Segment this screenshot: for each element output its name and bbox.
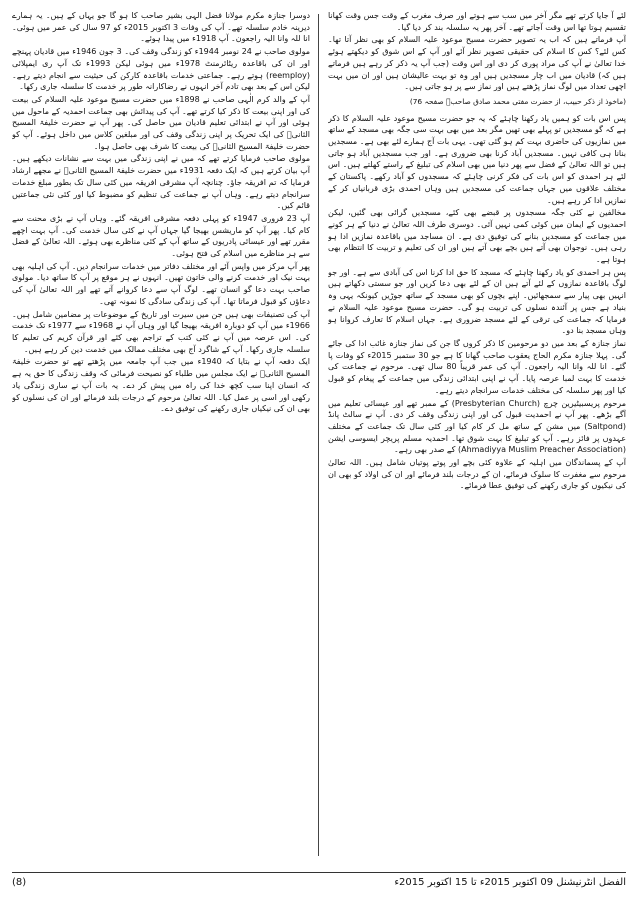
right-column xyxy=(328,10,626,862)
footer-publication-date: الفضل انٹرنیشنل 09 اکتوبر 2015ء تا 15 اکتوبر 2015ء xyxy=(394,877,626,888)
newspaper-page xyxy=(12,10,626,862)
paragraph: نماز جنازہ کے بعد میں دو مرحومین کا ذکر کروں گا جن کی نماز جنازہ غائب ادا کی جائے گی۔ پہلا جنازہ مکرم الحاج یعقوب صاحب گھانا کا ہے جو 30 ستمبر 2015ء کو وفات پا گئے۔ انا للہ وانا الیہ راجعون۔ آپ کی عمر قریباً 80 سال تھی۔ مرحوم نے جماعت کی خدمت کا بہت لمبا عرصہ پایا۔ آپ نے اپنی ابتدائی زندگی میں جماعت کے پیغام کو قبول کیا اور پھر سلسلہ کی مختلف خدمات سرانجام دیتے رہے۔ xyxy=(328,338,626,395)
paragraph: مخالفین نے کئی جگہ مسجدوں پر قبضے بھی کئے، مسجدیں گرائی بھی گئیں، لیکن احمدیوں کے ایمان میں کوئی کمی نہیں آئی۔ دوسری طرف اللہ تعالیٰ نے دنیا کے ہر کونے میں جماعت کو مسجدیں بنانے کی توفیق دی ہے۔ ان مساجد میں باقاعدہ نمازیں ادا ہو رہی ہیں۔ نوجوان بھی آتے ہیں بچے بھی آتے ہیں اور ان کی تعلیم و تربیت کا انتظام بھی ہوتا ہے۔ xyxy=(328,208,626,265)
paragraph: آپ 23 فروری 1947ء کو پہلی دفعہ مشرقی افریقہ گئے۔ وہاں آپ نے بڑی محنت سے کام کیا۔ پھر آپ کو ماریشس بھیجا گیا جہاں آپ نے کئی سال خدمت کی۔ آپ بہت اچھے مقرر تھے اور عیسائی پادریوں کے ساتھ آپ کے کئی مناظرے بھی ہوئے۔ اللہ تعالیٰ کے فضل سے ہر مناظرے میں اسلام کی فتح ہوئی۔ xyxy=(12,213,310,259)
left-column xyxy=(12,10,310,862)
paragraph: مولوی صاحب فرمایا کرتے تھے کہ میں نے اپنی زندگی میں بہت سے نشانات دیکھے ہیں۔ آپ بیان کرتے ہیں کہ ایک دفعہ 1931ء میں حضرت خلیفۃ المسیح الثانیؓ نے مجھے ارشاد فرمایا کہ تم افریقہ جاؤ۔ چنانچہ آپ مشرقی افریقہ میں کئی سال تک بطور مبلغ خدمات سرانجام دیتے رہے۔ وہاں آپ نے جماعت کی تنظیم کو مضبوط کیا اور کئی نئی جماعتیں قائم کیں۔ xyxy=(12,154,310,211)
column-divider xyxy=(318,14,319,856)
paragraph: آپ کے پسماندگان میں اہلیہ کے علاوہ کئی بچے اور پوتے پوتیاں شامل ہیں۔ اللہ تعالیٰ مرحوم سے مغفرت کا سلوک فرمائے، ان کے درجات بلند فرمائے اور ان کی اولاد کو بھی ان کی نیکیوں کو جاری رکھنے کی توفیق عطا فرمائے۔ xyxy=(328,458,626,491)
paragraph: مولوی صاحب نے 24 نومبر 1944ء کو زندگی وقف کی۔ 3 جون 1946ء میں قادیان پہنچے اور ان کی باقاعدہ ریٹائرمنٹ 1978ء میں ہوئی لیکن 1993ء تک آپ ری ایمپلائی (reemploy) ہوتے رہے۔ جماعتی خدمات باقاعدہ کارکن کی حیثیت سے انجام دیتے رہے۔ لیکن اس کے بعد بھی تادم آخر انہوں نے رضاکارانہ طور پر خدمت کا سلسلہ جاری رکھا۔ xyxy=(12,47,310,92)
paragraph: آپ کے والد کرم الٰہی صاحب نے 1898ء میں حضرت مسیح موعود علیہ السلام کی بیعت کی اور اپنی بیعت کا ذکر کیا کرتے تھے۔ آپ کی پیدائش بھی جماعت احمدیہ کے ماحول میں ہوئی اور آپ نے ابتدائی تعلیم قادیان میں حاصل کی۔ پھر آپ نے حضرت خلیفۃ المسیح الثانیؓ کی ایک تحریک پر اپنی زندگی وقف کی اور مبلغین کلاس میں داخل ہوئے۔ آپ کو حضرت خلیفۃ المسیح الثانیؓ کی بیعت کا شرف بھی حاصل ہوا۔ xyxy=(12,94,310,151)
page-number: (8) xyxy=(12,877,27,888)
paragraph: لئے آ جایا کرتے تھے مگر آخر میں سب سے ہوتے اور صرف مغرب کے وقت جس وقت کھانا تقسیم ہوتا تھا اس وقت آجاتے تھے۔ آخر پھر یہ سلسلہ بند کر دیا گیا۔ xyxy=(328,11,626,32)
page-footer xyxy=(12,872,626,893)
source-citation: (ماخوذ از ذکر حبیب، از حضرت مفتی محمد صادق صاحبؓ صفحہ 76) xyxy=(409,96,626,106)
paragraph: پس اس بات کو ہمیں یاد رکھنا چاہئے کہ یہ جو حضرت مسیح موعود علیہ السلام کا ذکر ہے کہ گو مسجدیں تو پہلے بھی تھیں مگر بعد میں بھی بہت سی جگہ بھی مسجد کے ساتھ میں نمازیوں کی حاضری بہت کم ہو گئی تھی۔ یہی بات آج ہمارے لئے بھی ہے۔ مسجدیں بنانا ہی کافی نہیں۔ مسجدیں آباد کرنا بھی ضروری ہے۔ اور جب مسجدیں آباد ہو جاتی ہیں تو اللہ تعالیٰ کے فضل سے پھر دنیا میں بھی اسلام کی تبلیغ کے راستے کھلتے ہیں۔ اس لئے ہر احمدی کو اس بات کی فکر کرنی چاہئے کہ مسجدوں کو آباد رکھے۔ پاکستان کے مختلف علاقوں میں جہاں جماعت کی مسجدیں ہیں وہاں احمدی بڑی قربانیاں کر کے نمازیں ادا کر رہے ہیں۔ xyxy=(328,113,626,205)
paragraph: مرحوم پریسبیٹیرین چرچ (Presbyterian Church) کے ممبر تھے اور عیسائی تعلیم میں آگے بڑھے۔ پھر آپ نے احمدیت قبول کی اور اپنی زندگی وقف کر دی۔ آپ نے سالٹ پانڈ (Saltpond) میں مشن کے ساتھ مل کر کام کیا اور کئی سال تک جماعت کے مختلف عہدوں پر فائز رہے۔ آپ کو تبلیغ کا بہت شوق تھا۔ احمدیہ مسلم پریچر ایسوسی ایشن (Ahmadiyya Muslim Preacher Association) کے صدر بھی رہے۔ xyxy=(328,398,626,455)
paragraph: ایک دفعہ آپ نے بتایا کہ 1940ء میں جب آپ جامعہ میں پڑھتے تھے تو حضرت خلیفۃ المسیح الثانیؓ نے ایک مجلس میں طلباء کو نصیحت فرمائی کہ وقف زندگی کا حق یہ ہے کہ انسان اپنا سب کچھ خدا کی راہ میں پیش کر دے۔ یہ بات آپ نے ساری زندگی یاد رکھی اور اسی پر عمل کیا۔ اللہ تعالیٰ مرحوم کے درجات بلند فرمائے اور ان کی نسلوں کو بھی ان کی نیکیاں جاری رکھنے کی توفیق دے۔ xyxy=(12,357,310,414)
paragraph: پھر آپ مرکز میں واپس آئے اور مختلف دفاتر میں خدمات سرانجام دیں۔ آپ کی اہلیہ بھی بہت نیک اور خدمت کرنے والی خاتون تھیں۔ انہوں نے ہر موقع پر آپ کا ساتھ دیا۔ مولوی صاحب بہت دعا گو انسان تھے۔ لوگ آپ سے دعا کروانے آتے تھے اور اللہ تعالیٰ آپ کی دعاؤں کو قبول فرماتا تھا۔ آپ کی زندگی سادگی کا نمونہ تھی۔ xyxy=(12,261,310,306)
paragraph: آپ کی تصنیفات بھی ہیں جن میں سیرت اور تاریخ کے موضوعات پر مضامین شامل ہیں۔ 1966ء میں آپ کو دوبارہ افریقہ بھیجا گیا اور وہاں آپ نے 1968ء سے 1977ء تک خدمت کی۔ اس عرصہ میں آپ نے کئی کتب کے تراجم بھی کئے اور قرآن کریم کی تعلیم کا سلسلہ جاری رکھا۔ آپ کے شاگرد آج بھی مختلف ممالک میں خدمت دین کر رہے ہیں۔ xyxy=(12,309,310,354)
paragraph: پس ہر احمدی کو یاد رکھنا چاہئے کہ مسجد کا حق ادا کرنا اس کی آبادی سے ہے۔ اور جو لوگ باقاعدہ نمازوں کے لئے آتے ہیں ان کے لئے بھی دعا کریں اور جو سستی دکھاتے ہیں انہیں بھی پیار سے سمجھائیں۔ اپنے بچوں کو بھی مسجد کے ساتھ جوڑیں کیونکہ یہی وہ بنیاد ہے جس پر آئندہ نسلوں کی تربیت ہو گی۔ حضرت مسیح موعود علیہ السلام نے فرمایا کہ جماعت کی ترقی کے لئے مسجد ضروری ہے۔ جہاں اسلام کا تعارف کروانا ہو وہاں مسجد بنا دو۔ xyxy=(328,267,626,336)
paragraph: دوسرا جنازہ مکرم مولانا فضل الہی بشیر صاحب کا ہو گا جو یہاں کے ہیں۔ یہ ہمارے دیرینہ خادم سلسلہ تھے۔ آپ کی وفات 3 اکتوبر 2015ء کو 97 سال کی عمر میں ہوئی۔ انا للہ وانا الیہ راجعون۔ آپ 1918ء میں پیدا ہوئے۔ xyxy=(12,11,310,44)
paragraph: آپ فرماتے ہیں کہ اب یہ تصویر حضرت مسیح موعود علیہ السلام کو بھی نظر آتا تھا۔ کس لئے؟ کس کا اسلام کی حقیقی تصویر نظر آئے اور آپ کے اس شوق کو دیکھتے ہوئے خدا تعالیٰ نے آپ کی مراد پوری کر دی اور اس وقت (جب آپ یہ ذکر کر رہے ہیں فرماتے ہیں کہ) قادیان میں اب چار مسجدیں ہیں اور وہ تو بہت عالیشان ہیں اور ان میں بہت اچھی تعداد میں لوگ نماز پڑھتے ہیں اور نماز سے پر ہو جاتی ہیں۔ xyxy=(328,35,626,92)
